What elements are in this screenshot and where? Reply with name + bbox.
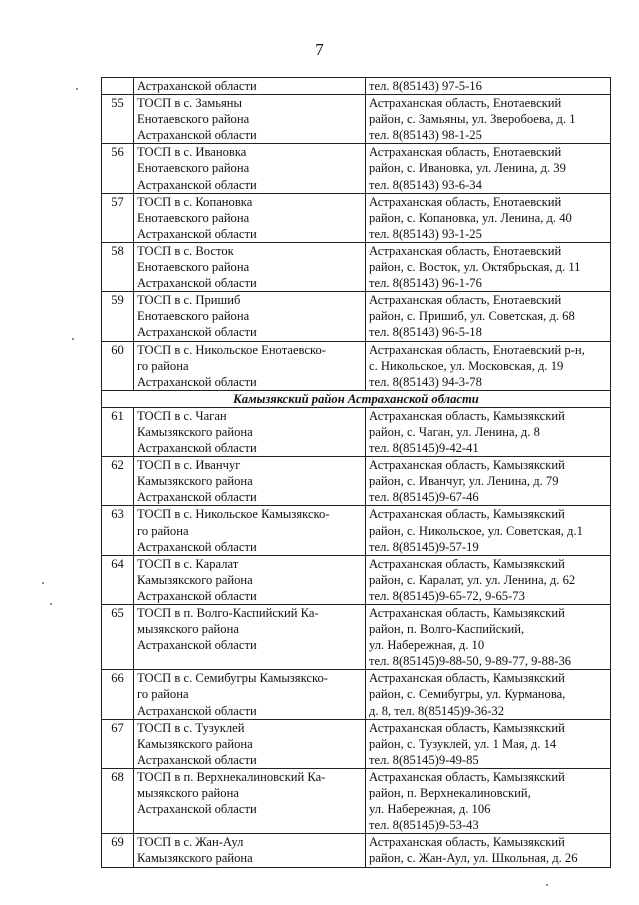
- office-name-line: го района: [137, 358, 189, 373]
- office-name-line: Астраханской области: [137, 441, 257, 456]
- row-number: 57: [102, 193, 134, 242]
- office-name-cell: [134, 193, 366, 242]
- address-line: Астраханская область, Енотаевский: [369, 243, 562, 258]
- address-line: д. 8, тел. 8(85145)9-36-32: [369, 703, 505, 718]
- table-row: [102, 144, 611, 193]
- address-line: ул. Набережная, д. 106: [369, 802, 491, 817]
- table-row: [102, 407, 611, 456]
- table-row: [102, 670, 611, 719]
- office-name-line: ТОСП в с. Ивановка: [137, 145, 247, 160]
- address-cell: [366, 292, 611, 341]
- office-name-cell: [134, 670, 366, 719]
- address-cell: [366, 341, 611, 390]
- row-number: 63: [102, 506, 134, 555]
- address-line: Астраханская область, Енотаевский: [369, 145, 562, 160]
- row-number: 58: [102, 242, 134, 291]
- office-name-line: ТОСП в с. Каралат: [137, 556, 239, 571]
- office-name-line: мызякского района: [137, 786, 239, 801]
- address-cell: [366, 768, 611, 833]
- address-line: тел. 8(85143) 93-1-25: [369, 226, 482, 241]
- table-body: [102, 78, 611, 868]
- office-name-cell: [134, 457, 366, 506]
- address-line: тел. 8(85145)9-53-43: [369, 818, 479, 833]
- table-row: [102, 242, 611, 291]
- address-line: район, с. Пришиб, ул. Советская, д. 68: [369, 309, 575, 324]
- office-name-line: Астраханской области: [137, 638, 257, 653]
- table-row: [102, 605, 611, 670]
- table-row: [102, 768, 611, 833]
- table-row: [102, 292, 611, 341]
- scan-speck: [546, 884, 548, 886]
- address-line: Астраханская область, Камызякский: [369, 769, 565, 784]
- row-number: 56: [102, 144, 134, 193]
- address-line: район, с. Восток, ул. Октябрьская, д. 11: [369, 260, 581, 275]
- row-number: 59: [102, 292, 134, 341]
- office-name-cell: [134, 242, 366, 291]
- office-name-line: ТОСП в с. Пришиб: [137, 293, 241, 308]
- address-line: тел. 8(85145)9-49-85: [369, 752, 479, 767]
- office-name-line: Астраханской области: [137, 490, 257, 505]
- address-line: тел. 8(85143) 98-1-25: [369, 128, 482, 143]
- office-name-line: ТОСП в с. Иванчуг: [137, 458, 241, 473]
- office-name-line: ТОСП в с. Никольское Енотаевско-: [137, 342, 326, 357]
- office-name-line: ТОСП в с. Никольское Камызякско-: [137, 507, 330, 522]
- office-name-line: Астраханской области: [137, 752, 257, 767]
- address-line: Астраханская область, Камызякский: [369, 507, 565, 522]
- address-cell: [366, 457, 611, 506]
- address-cell: [366, 95, 611, 144]
- address-line: район, с. Копановка, ул. Ленина, д. 40: [369, 210, 572, 225]
- table-row: [102, 834, 611, 867]
- office-name-cell: [134, 555, 366, 604]
- office-name-line: Астраханской области: [137, 128, 257, 143]
- scan-speck: [42, 582, 44, 584]
- address-line: Астраханская область, Енотаевский: [369, 194, 562, 209]
- address-cell: [366, 605, 611, 670]
- office-name-cell: [134, 834, 366, 867]
- address-line: Астраханская область, Камызякский: [369, 408, 565, 423]
- address-line: с. Никольское, ул. Московская, д. 19: [369, 358, 564, 373]
- address-line: Астраханская область, Енотаевский р-н,: [369, 342, 585, 357]
- office-name-line: го района: [137, 687, 189, 702]
- office-name-line: ТОСП в п. Волго-Каспийский Ка-: [137, 606, 319, 620]
- address-cell: [366, 78, 611, 95]
- address-line: тел. 8(85143) 97-5-16: [369, 79, 482, 93]
- address-line: район, с. Семибугры, ул. Курманова,: [369, 687, 566, 702]
- row-number: 66: [102, 670, 134, 719]
- office-name-line: Астраханской области: [137, 276, 257, 291]
- office-name-line: го района: [137, 523, 189, 538]
- address-cell: [366, 144, 611, 193]
- row-number: 68: [102, 768, 134, 833]
- address-line: Астраханская область, Камызякский: [369, 671, 565, 686]
- office-name-line: ТОСП в с. Тузуклей: [137, 720, 245, 735]
- address-line: Астраханская область, Камызякский: [369, 606, 565, 620]
- office-name-line: Енотаевского района: [137, 309, 250, 324]
- address-line: тел. 8(85143) 94-3-78: [369, 374, 482, 389]
- office-name-cell: [134, 768, 366, 833]
- address-cell: [366, 719, 611, 768]
- office-name-line: Астраханской области: [137, 802, 257, 817]
- office-name-line: Камызякского района: [137, 851, 253, 866]
- address-line: Астраханская область, Камызякский: [369, 556, 565, 571]
- office-name-line: ТОСП в с. Копановка: [137, 194, 253, 209]
- office-name-cell: [134, 341, 366, 390]
- office-name-line: Енотаевского района: [137, 112, 250, 127]
- office-name-line: Астраханской области: [137, 588, 257, 603]
- table-row: [102, 457, 611, 506]
- address-line: район, с. Тузуклей, ул. 1 Мая, д. 14: [369, 736, 557, 751]
- row-number: [102, 78, 134, 95]
- address-line: тел. 8(85145)9-65-72, 9-65-73: [369, 588, 525, 603]
- office-name-cell: [134, 144, 366, 193]
- table-row: [102, 506, 611, 555]
- address-line: тел. 8(85145)9-57-19: [369, 539, 479, 554]
- address-line: район, с. Замьяны, ул. Зверобоева, д. 1: [369, 112, 576, 127]
- address-line: тел. 8(85143) 96-5-18: [369, 325, 482, 340]
- office-name-line: Енотаевского района: [137, 260, 250, 275]
- table-row: [102, 193, 611, 242]
- address-line: Астраханская область, Камызякский: [369, 835, 565, 850]
- office-name-line: Астраханской области: [137, 325, 257, 340]
- section-title: Камызякский район Астраханской области: [102, 390, 611, 407]
- office-name-cell: [134, 95, 366, 144]
- table-row: [102, 719, 611, 768]
- page-number: 7: [315, 40, 324, 59]
- address-line: Астраханская область, Камызякский: [369, 720, 565, 735]
- address-line: тел. 8(85145)9-42-41: [369, 441, 479, 456]
- address-cell: [366, 834, 611, 867]
- table-row: [102, 341, 611, 390]
- scan-speck: [76, 88, 78, 90]
- offices-table: [101, 77, 611, 868]
- address-cell: [366, 407, 611, 456]
- office-name-cell: [134, 292, 366, 341]
- table-row: [102, 78, 611, 95]
- address-line: район, с. Чаган, ул. Ленина, д. 8: [369, 424, 540, 439]
- row-number: 67: [102, 719, 134, 768]
- address-line: район, п. Волго-Каспийский,: [369, 622, 525, 637]
- office-name-line: Астраханской области: [137, 226, 257, 241]
- office-name-line: ТОСП в с. Восток: [137, 243, 234, 258]
- office-name-line: ТОСП в с. Жан-Аул: [137, 835, 244, 850]
- address-line: Астраханская область, Енотаевский: [369, 96, 562, 111]
- table-row: [102, 95, 611, 144]
- office-name-line: ТОСП в п. Верхнекалиновский Ка-: [137, 769, 326, 784]
- office-name-line: Камызякского района: [137, 572, 253, 587]
- address-line: тел. 8(85145)9-67-46: [369, 490, 479, 505]
- row-number: 60: [102, 341, 134, 390]
- office-name-cell: [134, 78, 366, 95]
- address-cell: [366, 506, 611, 555]
- office-name-line: Астраханской области: [137, 703, 257, 718]
- scan-speck: [72, 338, 74, 340]
- office-name-line: Астраханской области: [137, 177, 257, 192]
- office-name-line: Камызякского района: [137, 474, 253, 489]
- address-cell: [366, 670, 611, 719]
- office-name-line: мызякского района: [137, 622, 239, 637]
- office-name-line: Астраханской области: [137, 79, 257, 93]
- address-cell: [366, 193, 611, 242]
- scan-speck: [50, 603, 52, 605]
- address-line: ул. Набережная, д. 10: [369, 638, 485, 653]
- row-number: 61: [102, 407, 134, 456]
- address-line: район, с. Иванчуг, ул. Ленина, д. 79: [369, 474, 559, 489]
- address-line: тел. 8(85143) 96-1-76: [369, 276, 482, 291]
- address-line: Астраханская область, Камызякский: [369, 458, 565, 473]
- office-name-line: Енотаевского района: [137, 210, 250, 225]
- row-number: 62: [102, 457, 134, 506]
- row-number: 64: [102, 555, 134, 604]
- address-cell: [366, 242, 611, 291]
- office-name-line: ТОСП в с. Замьяны: [137, 96, 243, 111]
- table-row: [102, 555, 611, 604]
- section-header-row: [102, 390, 611, 407]
- office-name-line: ТОСП в с. Чаган: [137, 408, 227, 423]
- address-line: тел. 8(85145)9-88-50, 9-89-77, 9-88-36: [369, 654, 572, 669]
- address-cell: [366, 555, 611, 604]
- office-name-cell: [134, 506, 366, 555]
- address-line: район, с. Ивановка, ул. Ленина, д. 39: [369, 161, 566, 176]
- office-name-cell: [134, 719, 366, 768]
- row-number: 65: [102, 605, 134, 670]
- row-number: 69: [102, 834, 134, 867]
- office-name-cell: [134, 605, 366, 670]
- address-line: тел. 8(85143) 93-6-34: [369, 177, 482, 192]
- office-name-line: ТОСП в с. Семибугры Камызякско-: [137, 671, 328, 686]
- office-name-line: Астраханской области: [137, 374, 257, 389]
- office-name-line: Камызякского района: [137, 424, 253, 439]
- office-name-cell: [134, 407, 366, 456]
- address-line: район, с. Жан-Аул, ул. Школьная, д. 26: [369, 851, 578, 866]
- row-number: 55: [102, 95, 134, 144]
- address-line: район, с. Никольское, ул. Советская, д.1: [369, 523, 583, 538]
- address-line: Астраханская область, Енотаевский: [369, 293, 562, 308]
- office-name-line: Енотаевского района: [137, 161, 250, 176]
- address-line: район, п. Верхнекалиновский,: [369, 786, 531, 801]
- office-name-line: Астраханской области: [137, 539, 257, 554]
- office-name-line: Камызякского района: [137, 736, 253, 751]
- address-line: район, с. Каралат, ул. ул. Ленина, д. 62: [369, 572, 576, 587]
